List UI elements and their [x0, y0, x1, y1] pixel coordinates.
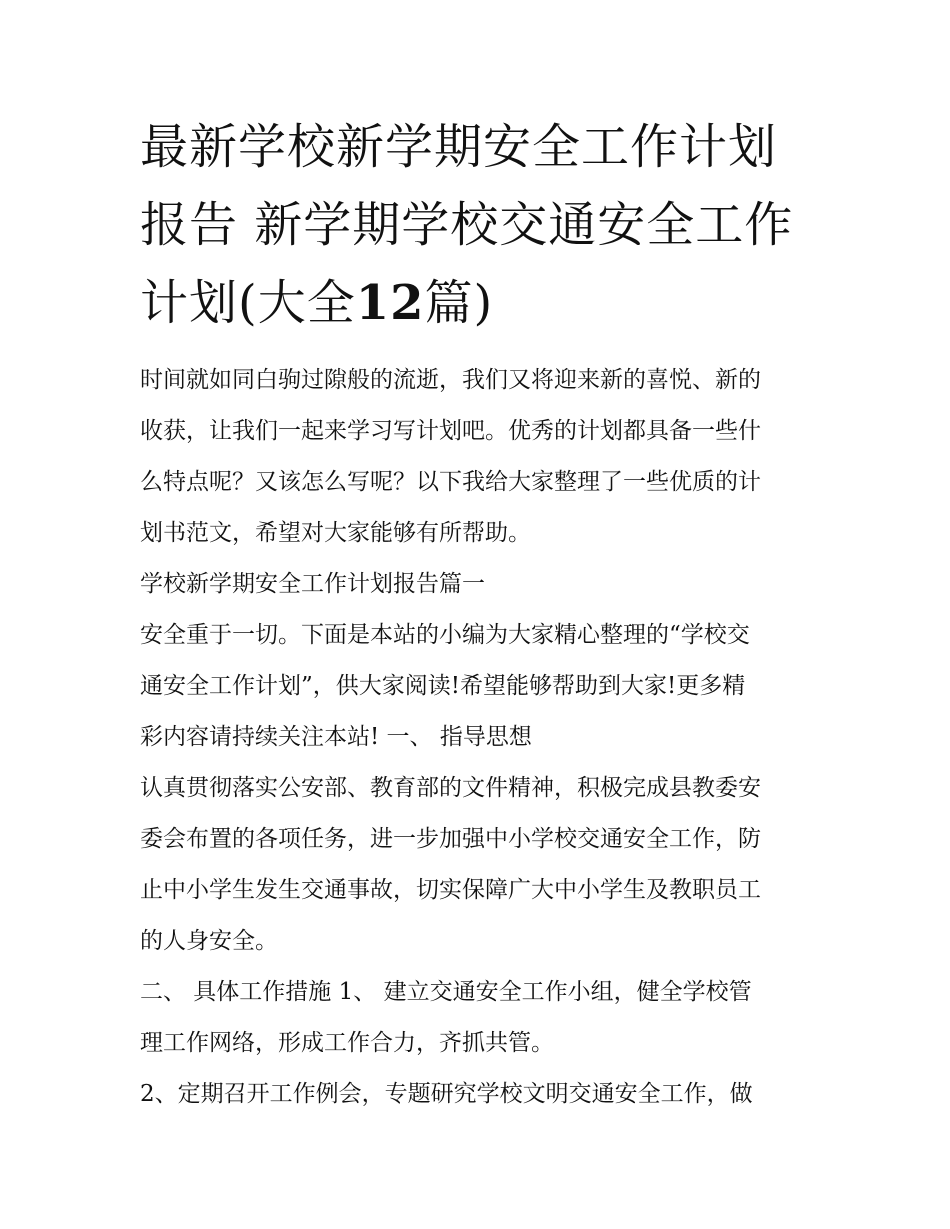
body-line: 认真贯彻落实公安部、教育部的文件精神，积极完成县教委安 [140, 775, 761, 801]
body-line: 委会布置的各项任务，进一步加强中小学校交通安全工作，防 [140, 826, 761, 852]
body-line: 理工作网络，形成工作合力，齐抓共管。 [140, 1030, 554, 1056]
body-line: 2、定期召开工作例会，专题研究学校文明交通安全工作，做 [140, 1081, 753, 1107]
body-line: 时间就如同白驹过隙般的流逝，我们又将迎来新的喜悦、新的 [140, 367, 761, 393]
body-line: 二、 具体工作措施 1、 建立交通安全工作小组，健全学校管 [140, 979, 752, 1005]
title-number: 12 [355, 275, 425, 331]
document-title [140, 108, 830, 342]
body-line: 么特点呢？又该怎么写呢？以下我给大家整理了一些优质的计 [140, 469, 761, 495]
body-line: 彩内容请持续关注本站! 一、 指导思想 [140, 724, 532, 750]
title-line-3-suffix: 篇) [424, 275, 494, 331]
title-line-1: 最新学校新学期安全工作计划 [140, 119, 778, 175]
title-line-3 [140, 264, 830, 342]
body-line: 通安全工作计划”，供大家阅读!希望能够帮助到大家!更多精 [140, 673, 746, 699]
body-line: 划书范文，希望对大家能够有所帮助。 [140, 520, 531, 546]
body-line: 收获，让我们一起来学习写计划吧。优秀的计划都具备一些什 [140, 418, 761, 444]
body-line: 安全重于一切。下面是本站的小编为大家精心整理的“学校交 [140, 622, 750, 648]
title-line-3-text: 计划(大全 [140, 275, 356, 331]
body-line: 止中小学生发生交通事故，切实保障广大中小学生及教职员工 [140, 877, 761, 903]
body-line: 的人身安全。 [140, 928, 278, 954]
section-heading: 学校新学期安全工作计划报告篇一 [140, 571, 485, 597]
document-body [140, 355, 830, 1120]
title-line-2: 报告 新学期学校交通安全工作 [140, 197, 794, 253]
